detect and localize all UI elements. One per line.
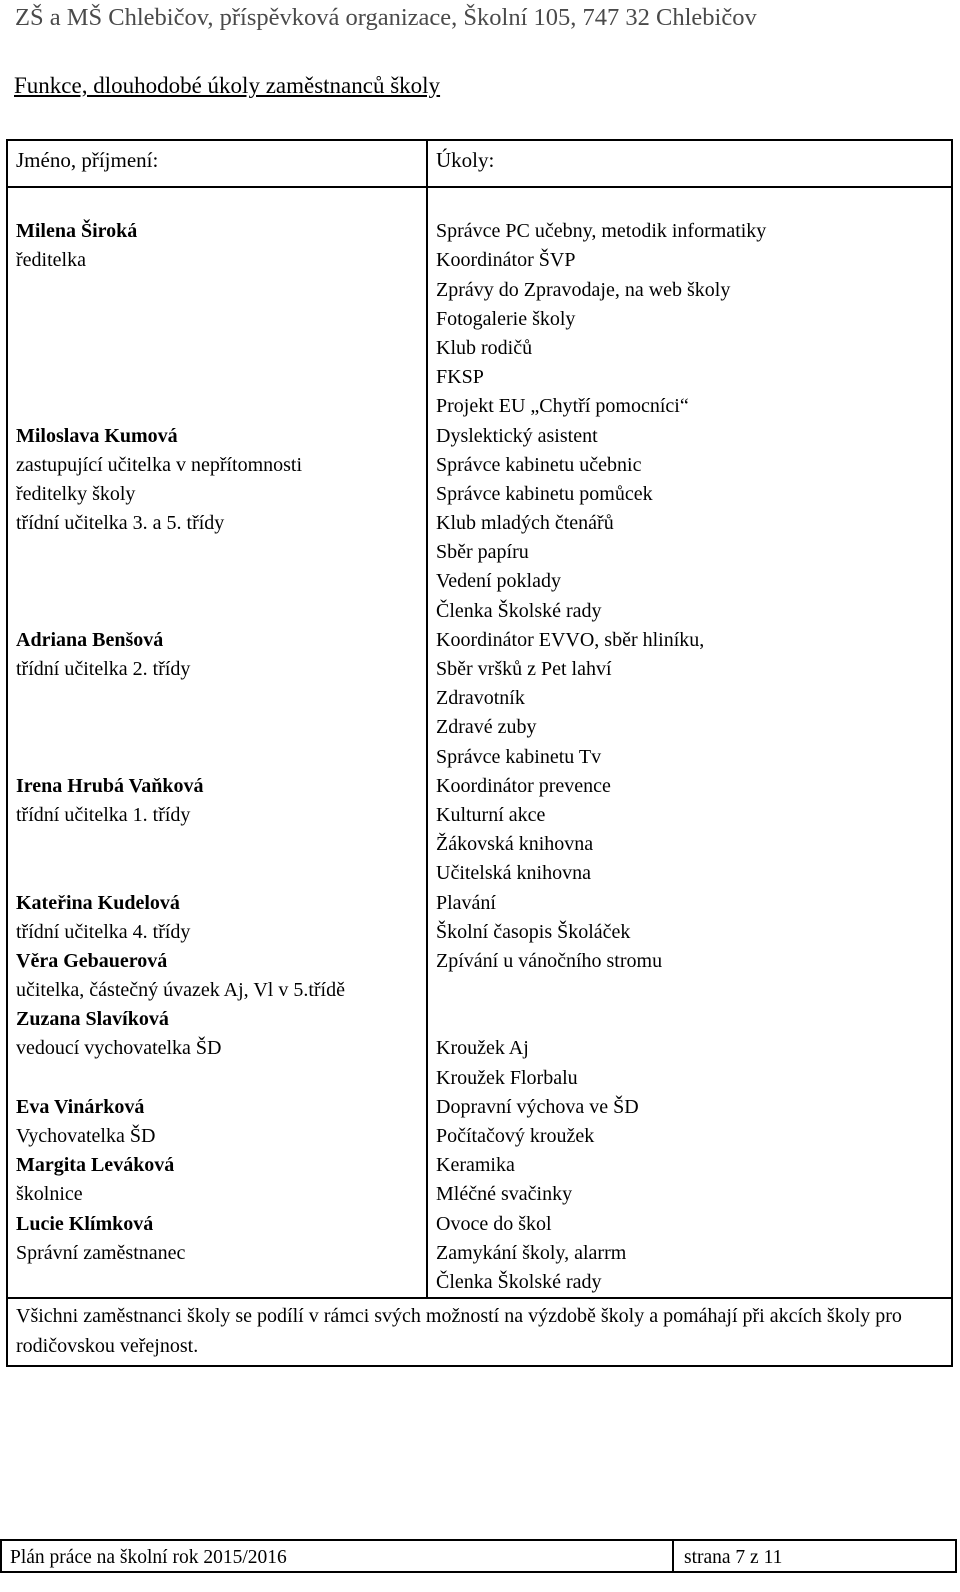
- task-line: Členka Školské rady: [436, 1270, 602, 1293]
- task-line: Ovoce do škol: [436, 1212, 552, 1235]
- names-list: [8, 188, 426, 1268]
- staff-role-line: třídní učitelka 2. třídy: [16, 658, 191, 680]
- task-line: Dopravní výchova ve ŠD: [436, 1095, 639, 1118]
- document-title: Funkce, dlouhodobé úkoly zaměstnanců školy: [14, 73, 441, 98]
- staff-name: Eva Vinárková: [16, 1095, 145, 1118]
- tasks-cell: [427, 187, 952, 1298]
- staff-role-line: [16, 597, 426, 626]
- task-line: Kulturní akce: [436, 803, 546, 826]
- table-header-row: [7, 140, 952, 187]
- staff-role-line: [16, 276, 426, 305]
- task-line: Vedení poklady: [436, 570, 561, 593]
- task-line: Zdravé zuby: [436, 716, 537, 739]
- staff-role-line: [16, 305, 426, 334]
- task-line: FKSP: [436, 366, 484, 389]
- staff-role-line: [16, 684, 426, 713]
- staff-role-line: [16, 188, 426, 217]
- task-line: Plavání: [436, 891, 496, 914]
- staff-role-line: [16, 363, 426, 392]
- staff-role-line: ředitelky školy: [16, 482, 136, 505]
- header-tasks-cell: [427, 140, 952, 187]
- staff-name: Irena Hrubá Vaňková: [16, 774, 204, 797]
- task-line: Klub mladých čtenářů: [436, 512, 614, 535]
- header-name-cell: [7, 140, 427, 187]
- staff-role-line: vedoucí vychovatelka ŠD: [16, 1037, 222, 1060]
- document-header: ZŠ a MŠ Chlebičov, příspěvková organizace, Školní 105, 747 32 Chlebičov: [15, 4, 757, 31]
- task-line: Členka Školské rady: [436, 599, 602, 622]
- task-line: Zamykání školy, alarrm: [436, 1241, 627, 1264]
- task-line: Správce PC učebny, metodik informatiky: [436, 220, 767, 243]
- task-line: Počítačový kroužek: [436, 1125, 595, 1147]
- task-line: Správce kabinetu Tv: [436, 745, 602, 768]
- page-footer-plan: Plán práce na školní rok 2015/2016: [10, 1547, 287, 1568]
- task-line: [436, 188, 951, 217]
- staff-name: Margita Leváková: [16, 1154, 175, 1177]
- staff-role-line: [16, 743, 426, 772]
- staff-name: Věra Gebauerová: [16, 949, 168, 972]
- task-line: Koordinátor ŠVP: [436, 249, 576, 272]
- task-line: Koordinátor EVVO, sběr hliníku,: [436, 628, 705, 651]
- staff-role-line: zastupující učitelka v nepřítomnosti: [16, 453, 303, 476]
- staff-role-line: učitelka, částečný úvazek Aj, Vl v 5.třídě: [16, 979, 345, 1002]
- staff-name: Adriana Benšová: [16, 628, 164, 651]
- staff-role-line: třídní učitelka 3. a 5. třídy: [16, 512, 225, 535]
- page-footer-page-number: strana 7 z 11: [684, 1547, 783, 1568]
- staff-role-line: [16, 713, 426, 742]
- staff-role-line: [16, 392, 426, 421]
- staff-role-line: [16, 1064, 426, 1093]
- task-line: Zdravotník: [436, 687, 525, 710]
- task-line: Dyslektický asistent: [436, 424, 598, 447]
- tasks-list: [428, 188, 951, 1297]
- footer-note: Všichni zaměstnanci školy se podílí v rámci svých možností na výzdobě školy a pomáhají při akcích školy pro rodičovskou veřejnost.: [16, 1305, 902, 1358]
- staff-name: Zuzana Slavíková: [16, 1008, 169, 1031]
- staff-tasks-table: [6, 139, 953, 1367]
- task-line: Keramika: [436, 1154, 515, 1177]
- task-line: Klub rodičů: [436, 336, 533, 359]
- task-line: Žákovská knihovna: [436, 833, 594, 856]
- task-line: Správce kabinetu učebnic: [436, 453, 642, 476]
- staff-role-line: [16, 567, 426, 596]
- task-line: Učitelská knihovna: [436, 862, 591, 885]
- task-line: Sběr vršků z Pet lahví: [436, 658, 612, 680]
- column-header-name: Jméno, příjmení:: [16, 148, 159, 172]
- staff-role-line: školnice: [16, 1183, 83, 1206]
- page-footer-divider: [672, 1539, 674, 1573]
- staff-role-line: třídní učitelka 1. třídy: [16, 803, 191, 826]
- task-line: Zprávy do Zpravodaje, na web školy: [436, 278, 731, 301]
- staff-role-line: Vychovatelka ŠD: [16, 1125, 156, 1147]
- task-line: Kroužek Aj: [436, 1037, 529, 1060]
- task-line: Školní časopis Školáček: [436, 920, 631, 943]
- task-line: [436, 1005, 951, 1034]
- names-cell: [7, 187, 427, 1298]
- task-line: Kroužek Florbalu: [436, 1066, 578, 1089]
- staff-name: Lucie Klímková: [16, 1212, 154, 1235]
- staff-role-line: [16, 859, 426, 888]
- column-header-tasks: Úkoly:: [436, 148, 495, 172]
- staff-role-line: Správní zaměstnanec: [16, 1241, 186, 1264]
- staff-role-line: třídní učitelka 4. třídy: [16, 920, 191, 943]
- table-body-row: [7, 187, 952, 1298]
- task-line: Sběr papíru: [436, 541, 529, 564]
- task-line: Fotogalerie školy: [436, 307, 576, 330]
- staff-name: Kateřina Kudelová: [16, 891, 180, 914]
- task-line: Projekt EU „Chytří pomocníci“: [436, 395, 689, 418]
- footer-note-cell: [7, 1298, 952, 1366]
- staff-name: Milena Široká: [16, 220, 138, 243]
- staff-role-line: ředitelka: [16, 249, 86, 272]
- staff-role-line: [16, 538, 426, 567]
- staff-name: Miloslava Kumová: [16, 424, 178, 447]
- task-line: Správce kabinetu pomůcek: [436, 482, 653, 505]
- task-line: Koordinátor prevence: [436, 774, 611, 797]
- task-line: Mléčné svačinky: [436, 1183, 573, 1206]
- task-line: Zpívání u vánočního stromu: [436, 949, 663, 972]
- staff-role-line: [16, 334, 426, 363]
- table-footer-row: [7, 1298, 952, 1366]
- staff-role-line: [16, 830, 426, 859]
- page-footer: [0, 1539, 960, 1575]
- task-line: [436, 976, 951, 1005]
